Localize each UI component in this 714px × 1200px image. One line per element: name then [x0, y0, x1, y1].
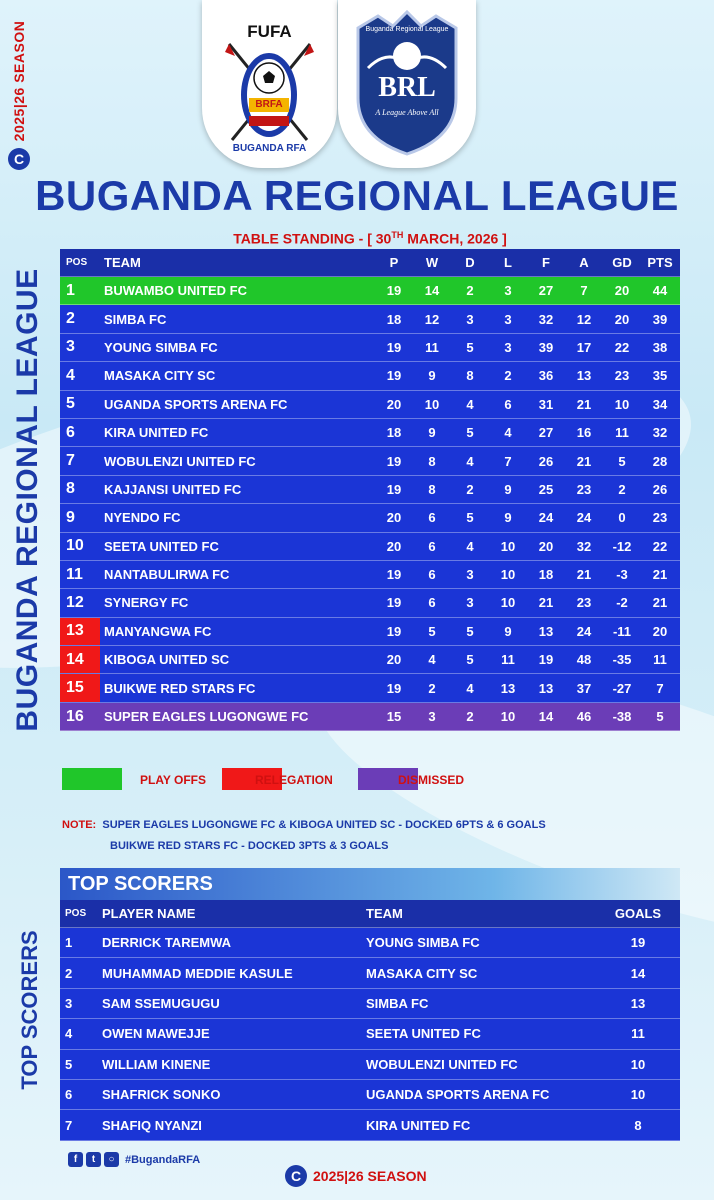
row-pts: 23 [652, 510, 668, 526]
scorer-team: SEETA UNITED FC [366, 1026, 481, 1042]
header-gd: GD [612, 255, 632, 270]
header-pts: PTS [647, 255, 673, 270]
row-f: 26 [538, 453, 554, 469]
row-w: 8 [428, 481, 436, 497]
row-d: 4 [466, 453, 474, 469]
row-w: 12 [424, 311, 440, 327]
row-d: 3 [466, 311, 474, 327]
row-a: 24 [576, 510, 592, 526]
row-p: 19 [386, 680, 402, 696]
row-team: BUIKWE RED STARS FC [104, 680, 256, 696]
row-a: 13 [576, 368, 592, 384]
header-w: W [425, 255, 439, 270]
row-a: 12 [576, 311, 592, 327]
row-f: 21 [538, 595, 554, 611]
row-w: 8 [428, 453, 436, 469]
table-row [60, 504, 680, 532]
scorer-team: WOBULENZI UNITED FC [366, 1056, 518, 1072]
legend-playoffs-swatch [62, 768, 122, 790]
row-pts: 22 [652, 538, 668, 554]
scorer-name: DERRICK TAREMWA [102, 935, 232, 951]
row-w: 9 [428, 368, 436, 384]
row-f: 20 [538, 538, 554, 554]
footer-c-icon: C [285, 1165, 307, 1187]
header-a: A [579, 255, 589, 270]
row-a: 46 [576, 709, 592, 725]
row-l: 3 [504, 339, 512, 355]
row-l: 2 [504, 368, 512, 384]
row-l: 10 [500, 538, 516, 554]
row-w: 5 [428, 623, 436, 639]
scorer-goals: 13 [630, 995, 646, 1011]
row-gd: 5 [618, 453, 626, 469]
row-gd: -3 [616, 567, 628, 583]
row-gd: 0 [618, 510, 626, 526]
row-w: 10 [424, 396, 440, 412]
row-pts: 35 [652, 368, 668, 384]
row-a: 24 [576, 623, 592, 639]
footer-social [68, 1152, 200, 1167]
scorer-name: SAM SSEMUGUGU [102, 995, 220, 1011]
row-pos: 10 [66, 537, 84, 555]
fufa-logo [202, 0, 337, 168]
table-row [60, 561, 680, 589]
table-row [60, 674, 680, 702]
row-l: 11 [501, 652, 515, 668]
row-d: 4 [466, 538, 474, 554]
row-a: 7 [580, 283, 588, 299]
row-pts: 20 [652, 623, 668, 639]
row-gd: 20 [614, 283, 630, 299]
row-f: 13 [538, 680, 554, 696]
row-w: 14 [424, 283, 440, 299]
scorer-pos: 7 [65, 1117, 73, 1133]
row-a: 16 [576, 425, 592, 441]
row-p: 19 [386, 623, 402, 639]
footer-season-text: 2025|26 SEASON [313, 1168, 427, 1184]
row-pts: 5 [656, 709, 664, 725]
scorer-pos: 6 [65, 1087, 73, 1103]
side-season-label [6, 6, 32, 167]
row-pos: 9 [66, 508, 75, 526]
table-row [60, 589, 680, 617]
scorers-header-team: TEAM [366, 906, 403, 921]
row-a: 17 [576, 339, 592, 355]
scorer-name: SHAFRICK SONKO [102, 1087, 221, 1103]
row-team: SIMBA FC [104, 311, 167, 327]
row-pos: 15 [60, 674, 100, 701]
row-team: WOBULENZI UNITED FC [104, 453, 256, 469]
vertical-scorers-label [14, 880, 46, 1140]
row-team: SUPER EAGLES LUGONGWE FC [104, 709, 309, 725]
header-pos: POS [66, 257, 88, 268]
scorer-team: YOUNG SIMBA FC [366, 935, 480, 951]
row-f: 18 [538, 567, 554, 583]
row-f: 14 [538, 709, 554, 725]
row-team: MASAKA CITY SC [104, 368, 216, 384]
row-team: NYENDO FC [104, 510, 181, 526]
row-d: 5 [466, 425, 474, 441]
table-row [60, 703, 680, 731]
table-row [60, 334, 680, 362]
row-p: 20 [386, 538, 402, 554]
scorer-row [60, 1019, 680, 1049]
scorers-header-goals: GOALS [614, 906, 662, 921]
instagram-icon[interactable]: ○ [104, 1152, 119, 1167]
table-row [60, 305, 680, 333]
header-d: D [465, 255, 475, 270]
row-a: 23 [576, 595, 592, 611]
row-f: 27 [538, 283, 554, 299]
scorer-row [60, 1050, 680, 1080]
row-l: 9 [504, 510, 512, 526]
row-pts: 28 [652, 453, 668, 469]
row-p: 20 [386, 652, 402, 668]
vertical-league-label [10, 250, 46, 750]
row-l: 10 [500, 595, 516, 611]
row-team: KAJJANSI UNITED FC [104, 481, 242, 497]
row-f: 19 [538, 652, 554, 668]
row-w: 6 [428, 567, 436, 583]
row-pos: 1 [66, 281, 75, 299]
row-d: 5 [466, 510, 474, 526]
row-d: 4 [466, 680, 474, 696]
row-a: 37 [576, 680, 592, 696]
row-w: 6 [428, 510, 436, 526]
row-p: 19 [386, 567, 402, 583]
scorer-goals: 10 [630, 1056, 646, 1072]
row-pos: 2 [66, 310, 75, 328]
row-pts: 32 [652, 425, 668, 441]
scorer-name: WILLIAM KINENE [102, 1056, 211, 1072]
row-gd: 10 [614, 396, 630, 412]
row-l: 10 [500, 567, 516, 583]
row-w: 9 [428, 425, 436, 441]
league-table [60, 249, 680, 731]
footer-hashtag[interactable]: #BugandaRFA [125, 1153, 201, 1166]
note-text-1: SUPER EAGLES LUGONGWE FC & KIBOGA UNITED SC - DOCKED 6PTS & 6 GOALS [102, 819, 546, 831]
row-team: KIBOGA UNITED SC [104, 652, 230, 668]
row-d: 8 [466, 368, 474, 384]
row-l: 13 [500, 680, 516, 696]
row-gd: -11 [612, 623, 632, 639]
scorer-team: KIRA UNITED FC [366, 1117, 471, 1133]
top-scorers-title: TOP SCORERS [60, 868, 680, 900]
fufa-badge-text: BRFA [255, 99, 283, 110]
row-p: 20 [386, 396, 402, 412]
row-pos: 3 [66, 338, 75, 356]
row-team: UGANDA SPORTS ARENA FC [104, 396, 288, 412]
row-pts: 38 [652, 339, 668, 355]
brl-logo [338, 0, 476, 168]
scorer-pos: 2 [65, 965, 73, 981]
scorer-name: OWEN MAWEJJE [102, 1026, 210, 1042]
footer-season [285, 1165, 427, 1187]
row-team: NANTABULIRWA FC [104, 567, 230, 583]
scorer-goals: 19 [630, 935, 646, 951]
table-row [60, 447, 680, 475]
row-p: 18 [386, 311, 402, 327]
row-p: 19 [386, 453, 402, 469]
scorer-goals: 14 [630, 965, 646, 981]
header-f: F [542, 255, 550, 270]
row-l: 6 [504, 396, 512, 412]
row-a: 48 [576, 652, 592, 668]
row-a: 21 [576, 567, 592, 583]
brl-logo-sub: A League Above All [375, 108, 439, 117]
legend-playoffs-label: PLAY OFFS [140, 773, 207, 787]
row-p: 20 [386, 510, 402, 526]
row-pos: 12 [66, 593, 84, 611]
note-line-2 [110, 840, 388, 852]
scorer-row [60, 1080, 680, 1110]
fufa-logo-title: FUFA [247, 22, 292, 41]
row-team: YOUNG SIMBA FC [104, 339, 218, 355]
scorer-name: SHAFIQ NYANZI [102, 1117, 202, 1133]
row-p: 19 [386, 368, 402, 384]
scorer-name: MUHAMMAD MEDDIE KASULE [102, 965, 293, 981]
row-pos: 6 [66, 423, 75, 441]
scorer-goals: 10 [630, 1087, 646, 1103]
row-d: 2 [466, 709, 474, 725]
row-d: 4 [466, 396, 474, 412]
row-p: 15 [386, 709, 402, 725]
row-f: 27 [538, 425, 554, 441]
row-l: 3 [504, 311, 512, 327]
legend-relegation-label: RELEGATION [255, 773, 333, 787]
row-w: 11 [425, 339, 439, 355]
row-p: 18 [386, 425, 402, 441]
table-subtitle [60, 230, 680, 247]
row-d: 5 [466, 652, 474, 668]
scorer-team: SIMBA FC [366, 995, 429, 1011]
vertical-scorers-text: TOP SCORERS [17, 930, 42, 1090]
row-f: 39 [538, 339, 554, 355]
row-pos: 5 [66, 395, 75, 413]
row-w: 6 [428, 595, 436, 611]
row-gd: -35 [612, 652, 632, 668]
subtitle-suffix: MARCH, 2026 ] [403, 230, 507, 247]
row-gd: 22 [614, 339, 630, 355]
row-a: 21 [576, 453, 592, 469]
table-row [60, 618, 680, 646]
scorer-row [60, 1110, 680, 1140]
note-line-1 [62, 819, 546, 831]
page-title: BUGANDA REGIONAL LEAGUE [35, 172, 679, 219]
scorer-row [60, 958, 680, 988]
row-d: 2 [466, 481, 474, 497]
table-row [60, 476, 680, 504]
header-p: P [389, 255, 399, 270]
top-scorers-header [60, 900, 680, 928]
header-team: TEAM [104, 255, 141, 270]
scorer-goals: 8 [634, 1117, 642, 1133]
row-pts: 11 [653, 652, 667, 668]
row-pts: 21 [652, 567, 668, 583]
table-row [60, 533, 680, 561]
subtitle-sup: TH [391, 230, 404, 240]
row-d: 2 [466, 283, 474, 299]
row-pos: 8 [66, 480, 75, 498]
row-w: 4 [428, 652, 436, 668]
row-pts: 39 [652, 311, 668, 327]
scorer-pos: 5 [65, 1056, 73, 1072]
row-gd: 23 [614, 368, 630, 384]
row-pos: 4 [66, 366, 75, 384]
side-season-text: 2025|26 SEASON [11, 20, 27, 142]
scorer-row [60, 928, 680, 958]
row-pts: 7 [656, 680, 664, 696]
scorer-team: UGANDA SPORTS ARENA FC [366, 1087, 550, 1103]
row-gd: 20 [614, 311, 630, 327]
scorer-team: MASAKA CITY SC [366, 965, 478, 981]
row-a: 32 [576, 538, 592, 554]
fufa-shield-icon [222, 40, 317, 150]
fufa-logo-foot: BUGANDA RFA [232, 143, 307, 154]
scorer-row [60, 989, 680, 1019]
row-f: 13 [538, 623, 554, 639]
row-l: 7 [504, 453, 512, 469]
header-l: L [504, 255, 512, 270]
table-row [60, 277, 680, 305]
table-row [60, 646, 680, 674]
row-gd: -12 [612, 538, 632, 554]
row-a: 23 [576, 481, 592, 497]
row-pts: 44 [652, 283, 668, 299]
row-p: 19 [386, 481, 402, 497]
season-c-icon: C [8, 148, 30, 170]
row-p: 19 [386, 339, 402, 355]
table-row [60, 362, 680, 390]
row-f: 24 [538, 510, 554, 526]
scorer-goals: 11 [631, 1026, 645, 1042]
row-l: 9 [504, 481, 512, 497]
row-w: 6 [428, 538, 436, 554]
vertical-league-text: BUGANDA REGIONAL LEAGUE [11, 268, 44, 732]
league-table-body [60, 277, 680, 731]
note-label: NOTE: [62, 819, 97, 831]
row-gd: -38 [612, 709, 632, 725]
row-team: BUWAMBO UNITED FC [104, 283, 247, 299]
scorer-pos: 3 [65, 995, 73, 1011]
scorer-pos: 4 [65, 1026, 73, 1042]
row-p: 19 [386, 595, 402, 611]
row-a: 21 [576, 396, 592, 412]
scorers-header-name: PLAYER NAME [102, 906, 196, 921]
brl-logo-text: BRL [378, 72, 436, 103]
subtitle-prefix: TABLE STANDING - [ 30 [233, 230, 392, 247]
row-pos: 14 [60, 646, 100, 673]
note-text-2: BUIKWE RED STARS FC - DOCKED 3PTS & 3 GOALS [110, 840, 389, 852]
row-l: 9 [504, 623, 512, 639]
row-pos: 13 [60, 618, 100, 645]
top-scorers-table [60, 868, 680, 1141]
row-l: 3 [504, 283, 512, 299]
row-gd: 11 [615, 425, 629, 441]
facebook-icon[interactable]: f [68, 1152, 83, 1167]
row-w: 2 [428, 680, 436, 696]
row-f: 32 [538, 311, 554, 327]
row-team: SYNERGY FC [104, 595, 189, 611]
row-pts: 34 [652, 396, 668, 412]
row-d: 5 [466, 339, 474, 355]
row-d: 5 [466, 623, 474, 639]
brl-arc-text: Buganda Regional League [365, 26, 449, 33]
row-f: 31 [538, 396, 554, 412]
scorer-pos: 1 [65, 935, 73, 951]
top-scorers-body [60, 928, 680, 1141]
legend-dismissed-label: DISMISSED [398, 773, 465, 787]
row-pos: 11 [66, 565, 83, 583]
row-f: 36 [538, 368, 554, 384]
table-row [60, 391, 680, 419]
table-row [60, 419, 680, 447]
row-pos: 16 [66, 707, 84, 725]
row-pts: 21 [652, 595, 668, 611]
row-gd: -27 [612, 680, 632, 696]
row-pts: 26 [652, 481, 668, 497]
row-team: KIRA UNITED FC [104, 425, 209, 441]
row-pos: 7 [66, 452, 75, 470]
row-l: 10 [500, 709, 516, 725]
row-d: 3 [466, 595, 474, 611]
row-w: 3 [428, 709, 436, 725]
row-p: 19 [386, 283, 402, 299]
row-gd: -2 [616, 595, 628, 611]
twitter-icon[interactable]: t [86, 1152, 101, 1167]
row-team: SEETA UNITED FC [104, 538, 219, 554]
row-team: MANYANGWA FC [104, 623, 212, 639]
row-d: 3 [466, 567, 474, 583]
row-l: 4 [504, 425, 512, 441]
league-table-header [60, 249, 680, 277]
row-f: 25 [538, 481, 554, 497]
row-gd: 2 [618, 481, 626, 497]
scorers-header-pos: POS [65, 908, 87, 919]
